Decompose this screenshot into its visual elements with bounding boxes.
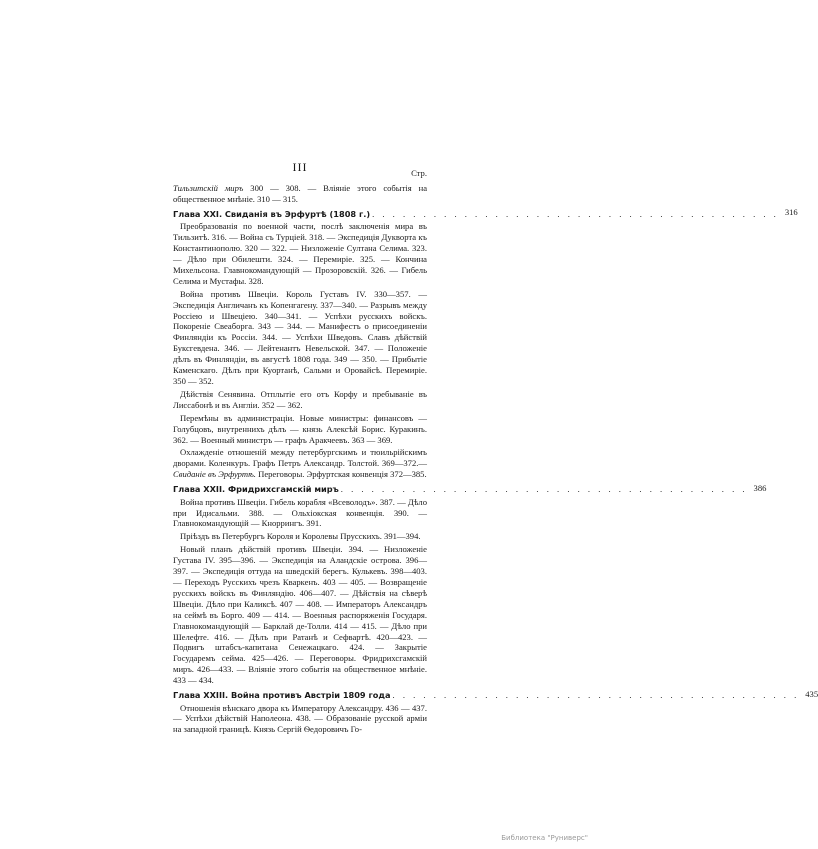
toc-entry: [173, 497, 427, 530]
page-column-label: Стр.: [411, 168, 427, 178]
chapter-heading: [173, 482, 767, 496]
entry-text: Преобразованія по военной части, послѣ заключенія мира въ Тильзитѣ. 316. — Война съ Турціей. 318. — Экспедиція Дукворта къ Константинополю. 320 — 322. — Низложеніе Султана Селима. 323. — Дѣло при Обилешти. 324. — Перемиріе. 325. — Кончина Михельсона. Главнокомандующій — Прозоровскій. 326. — Гибель Селима и Мустафы. 328.: [173, 221, 427, 286]
entry-text: Охлажденіе отношеній между петербургскимъ и тюильрійскимъ дворами. Коленкуръ. Графъ Петръ Александр. Толстой. 369—372.—: [173, 447, 427, 469]
toc-entry: [173, 544, 427, 686]
toc-entry: [173, 289, 427, 387]
toc-entry: [173, 183, 427, 205]
entry-text: Пріѣздъ въ Петербургъ Короля и Королевы Прусскихъ. 391—394.: [180, 531, 421, 542]
dot-leader: . . . . . . . . . . . . . . . . . . . . . . . . . . . . . . . . . . . . . . . .: [392, 690, 800, 701]
entry-text: Перемѣны въ администраціи. Новые министры: финансовъ — Голубцовъ, внутреннихъ дѣлъ — князь Алексѣй Борис. Куракинъ. 362. — Военный министръ — графъ Аракчеевъ. 363 — 369.: [173, 412, 427, 445]
chapter-page-number: 435: [805, 688, 818, 699]
chapter-page-number: 316: [784, 207, 798, 218]
chapter-title: Глава XXIII. Война противъ Австріи 1809 года: [173, 690, 391, 701]
entry-text: Война противъ Швеціи. Король Густавъ IV. 330—357. — Экспедиція Англичанъ къ Копенгагену. 337—340. — Разрывъ между Россіею и Швеціею. 340—341. — Успѣхи русскихъ войскъ. Покореніе Свеаборга. 343 — 344. — Манифестъ о присоединеніи Финляндіи къ Россіи. 344. — Успѣхи Шведовъ. Славъ дѣйствій Буксгевдена. 346. — Лейтенантъ Невельской. 347. — Положеніе дѣлъ въ Финляндіи, въ августѣ 1808 года. 349 — 350. — Прибытіе Каменскаго. Дѣлъ при Куортанѣ, Сальми и Оровайсѣ. Перемиріе. 350 — 352.: [173, 288, 427, 386]
chapter-title: Глава XXI. Свиданія въ Эрфуртѣ (1808 г.): [173, 208, 371, 219]
library-watermark: Библиотека "Руниверс": [501, 834, 588, 842]
italic-title: Свиданіе въ Эрфуртѣ.: [173, 469, 256, 480]
toc-entry: [173, 389, 427, 411]
entry-text: Отношенія вѣнскаго двора къ Императору Александру. 436 — 437. — Успѣхи дѣйствій Наполеона. 438. — Образованіе русской арміи на западной границѣ. Князь Сергій Ѳедоровичъ Го-: [173, 702, 427, 735]
entry-text: 300 — 308. — Вліяніе этого событія на общественное мнѣніе. 310 — 315.: [173, 183, 428, 204]
chapter-heading: [173, 688, 818, 702]
entry-text: Война противъ Швеціи. Гибель корабля «Всеволодъ». 387. — Дѣло при Идисальми. 388. — Ольхіокская конвенція. 390. — Главнокомандующій — Кноррингъ. 391.: [173, 496, 427, 529]
entry-text: Новый планъ дѣйствій противъ Швеціи. 394. — Низложеніе Густава IV. 395—396. — Экспедиція на Аландскіе острова. 396—397. — Экспедиція оттуда на шведскій берегъ. Кулькевъ. 398—403. — Переходъ Русскихъ чрезъ Кваркенъ. 403 — 405. — Возвращеніе русскихъ войскъ въ Финляндію. 406—407. — Дѣйствія на сѣверѣ Швеціи. Дѣло при Каликсѣ. 407 — 408. — Императоръ Александръ на сеймѣ въ Борго. 409 — 414. — Военныя распоряженія Государя. Главнокомандующій — Барклай де-Толли. 414 — 415. — Дѣло при Шелефте. 416. — Дѣлъ при Ратанѣ и Сефвартѣ. 420—423. — Подвигъ штабсъ-капитана Сенежацкаго. 424. — Закрытіе Государемъ сейма. 425—426. — Переговоры. Фридрихсгамскій миръ. 426—433. — Вліяніе этого событія на общественное мнѣніе. 433 — 434.: [173, 544, 427, 686]
toc-entry: [173, 221, 427, 286]
toc-entry: [173, 447, 427, 480]
entry-text: Переговоры. Эрфуртская конвенція 372—385.: [255, 469, 427, 480]
page-number: III: [292, 160, 308, 174]
dot-leader: . . . . . . . . . . . . . . . . . . . . . . . . . . . . . . . . . . . . . . . .: [340, 484, 748, 495]
chapter-page-number: 386: [753, 482, 767, 493]
chapter-heading: [173, 207, 798, 221]
toc-entry: [173, 413, 427, 446]
dot-leader: . . . . . . . . . . . . . . . . . . . . . . . . . . . . . . . . . . . . . . . .: [372, 208, 779, 219]
entry-text: Дѣйствія Сенявина. Отплытіе его отъ Корфу и пребываніе въ Лиссабонѣ и въ Англіи. 352 — 362.: [173, 388, 427, 410]
chapter-title: Глава XXII. Фридрихсгамскій миръ: [173, 484, 339, 495]
italic-title: Тильзитскій миръ: [173, 183, 244, 193]
toc-entry: [173, 531, 427, 542]
toc-entry: [173, 703, 427, 736]
table-of-contents: [173, 183, 818, 737]
